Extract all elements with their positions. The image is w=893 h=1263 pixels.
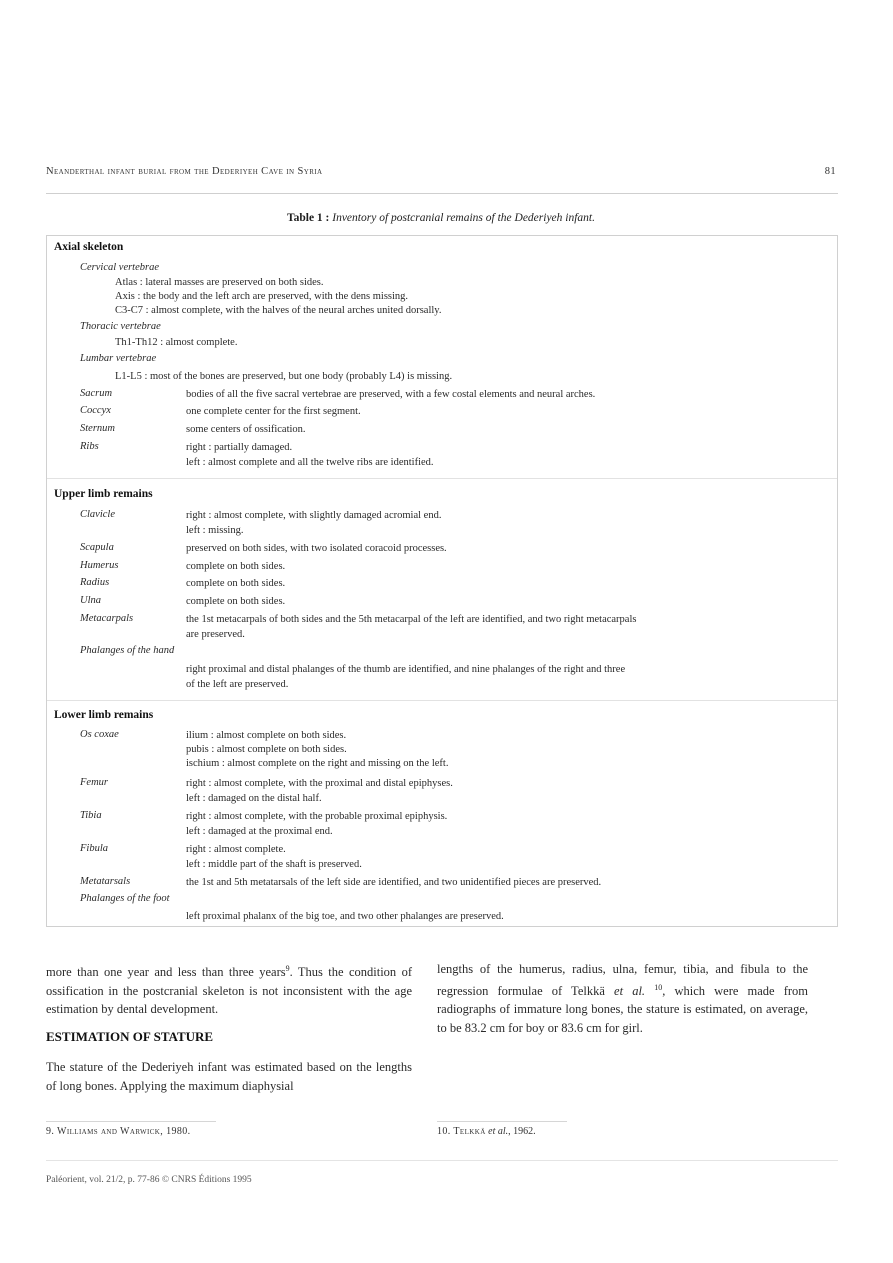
row-clavicle-left: left : missing.: [186, 525, 244, 536]
row-ilium: ilium : almost complete on both sides.: [186, 730, 347, 741]
running-title: Neanderthal infant burial from the Dederiyeh Cave in Syria: [46, 166, 323, 177]
section-lower-heading: Lower limb remains: [54, 709, 154, 721]
body-text: . Thus the condition of ossification in the postcranial skeleton is not inconsistent with the age estimation by dental development.: [46, 965, 412, 1017]
row-metacarpals-2: are preserved.: [186, 629, 245, 640]
footnote-9: 9. Williams and Warwick, 1980.: [46, 1126, 191, 1137]
row-femur-right: right : almost complete, with the proximal and distal epiphyses.: [186, 778, 453, 789]
table-caption-label: Table 1 :: [286, 212, 330, 224]
running-header: [46, 166, 836, 177]
row-ischium: ischium : almost complete on the right and missing on the left.: [186, 758, 449, 769]
label-coccyx: Coccyx: [80, 405, 111, 416]
label-os-coxae: Os coxae: [80, 729, 119, 740]
label-ulna: Ulna: [80, 595, 101, 606]
row-phalanges-hand-2: of the left are preserved.: [186, 679, 289, 690]
label-ribs: Ribs: [80, 441, 99, 452]
label-radius: Radius: [80, 577, 110, 588]
footnote-rule: [46, 1121, 216, 1122]
row-ribs-left: left : almost complete and all the twelve ribs are identified.: [186, 457, 434, 468]
table-caption: [46, 212, 836, 224]
row-atlas: Atlas : lateral masses are preserved on both sides.: [115, 277, 324, 288]
row-tibia-right: right : almost complete, with the probable proximal epiphysis.: [186, 811, 448, 822]
row-clavicle-right: right : almost complete, with slightly damaged acromial end.: [186, 510, 442, 521]
page-footer: Paléorient, vol. 21/2, p. 77-86 © CNRS Éditions 1995: [46, 1175, 252, 1185]
row-radius: complete on both sides.: [186, 578, 286, 589]
section-upper-heading: Upper limb remains: [54, 488, 153, 500]
label-sacrum: Sacrum: [80, 388, 113, 399]
label-fibula: Fibula: [80, 843, 108, 854]
body-left-paragraph-2: The stature of the Dederiyeh infant was estimated based on the lengths of long bones. Applying the maximum diaphysial: [46, 1060, 412, 1093]
body-text: , which were made from radiographs of immature long bones, the stature is estimated, on average, to be 83.2 cm for boy or 83.6 cm for girl.: [437, 983, 809, 1035]
label-thoracic: Thoracic vertebrae: [80, 321, 161, 332]
body-right-paragraph: [437, 960, 808, 1037]
footnote-text: 10. Telkkä: [437, 1126, 486, 1137]
label-clavicle: Clavicle: [80, 509, 115, 520]
row-th: Th1-Th12 : almost complete.: [115, 337, 238, 348]
row-humerus: complete on both sides.: [186, 561, 286, 572]
label-sternum: Sternum: [80, 423, 115, 434]
row-scapula: preserved on both sides, with two isolated coracoid processes.: [186, 543, 447, 554]
table-caption-title: Inventory of postcranial remains of the Dederiyeh infant.: [332, 212, 595, 224]
label-cervical: Cervical vertebrae: [80, 262, 160, 273]
label-metatarsals: Metatarsals: [80, 876, 131, 887]
footnote-10: [437, 1126, 536, 1137]
row-ulna: complete on both sides.: [186, 596, 286, 607]
row-sternum: some centers of ossification.: [186, 424, 306, 435]
section-heading-stature: ESTIMATION OF STATURE: [46, 1029, 214, 1044]
row-fibula-right: right : almost complete.: [186, 844, 286, 855]
row-metacarpals-1: the 1st metacarpals of both sides and the 5th metacarpal of the left are identified, and two right metacarpals: [186, 614, 637, 625]
label-humerus: Humerus: [80, 560, 119, 571]
row-femur-left: left : damaged on the distal half.: [186, 793, 322, 804]
section-axial-heading: Axial skeleton: [54, 241, 124, 253]
header-rule: [46, 193, 838, 194]
row-fibula-left: left : middle part of the shaft is preserved.: [186, 859, 362, 870]
row-l1l5: L1-L5 : most of the bones are preserved, but one body (probably L4) is missing.: [115, 371, 453, 382]
row-c3c7: C3-C7 : almost complete, with the halves of the neural arches united dorsally.: [115, 305, 442, 316]
section-divider: [47, 478, 837, 479]
row-metatarsals: the 1st and 5th metatarsals of the left side are identified, and two unidentified pieces are preserved.: [186, 877, 602, 888]
footnote-text-italic: et al.: [488, 1126, 509, 1137]
row-phalanges-hand-1: right proximal and distal phalanges of the thumb are identified, and nine phalanges of the right and three: [186, 664, 626, 675]
label-metacarpals: Metacarpals: [80, 613, 134, 624]
label-phalanges-hand: Phalanges of the hand: [80, 645, 175, 656]
footnote-ref-9[interactable]: 9: [285, 964, 290, 973]
row-sacrum: bodies of all the five sacral vertebrae are preserved, with a few costal elements and neural arches.: [186, 389, 596, 400]
label-scapula: Scapula: [80, 542, 114, 553]
label-femur: Femur: [80, 777, 108, 788]
footnote-rule: [437, 1121, 567, 1122]
body-text-italic: et al.: [614, 983, 646, 998]
label-phalanges-foot: Phalanges of the foot: [80, 893, 170, 904]
page-number: 81: [824, 166, 836, 177]
body-left-paragraph-1: [46, 960, 412, 1019]
footnote-text: , 1962.: [508, 1126, 536, 1137]
row-ribs-right: right : partially damaged.: [186, 442, 293, 453]
label-tibia: Tibia: [80, 810, 102, 821]
footnote-ref-10[interactable]: 10: [654, 982, 663, 992]
row-pubis: pubis : almost complete on both sides.: [186, 744, 347, 755]
body-text: more than one year and less than three years: [46, 965, 286, 980]
row-coccyx: one complete center for the first segment.: [186, 406, 361, 417]
body-text: lengths of the humerus, radius, ulna, femur, tibia, and fibula to the regression formulae of Telkkä: [437, 962, 808, 998]
row-phalanges-foot: left proximal phalanx of the big toe, and two other phalanges are preserved.: [186, 911, 504, 922]
section-divider: [47, 700, 837, 701]
label-lumbar: Lumbar vertebrae: [80, 353, 157, 364]
row-axis: Axis : the body and the left arch are preserved, with the dens missing.: [115, 291, 409, 302]
footer-rule: [46, 1160, 838, 1161]
row-tibia-left: left : damaged at the proximal end.: [186, 826, 333, 837]
